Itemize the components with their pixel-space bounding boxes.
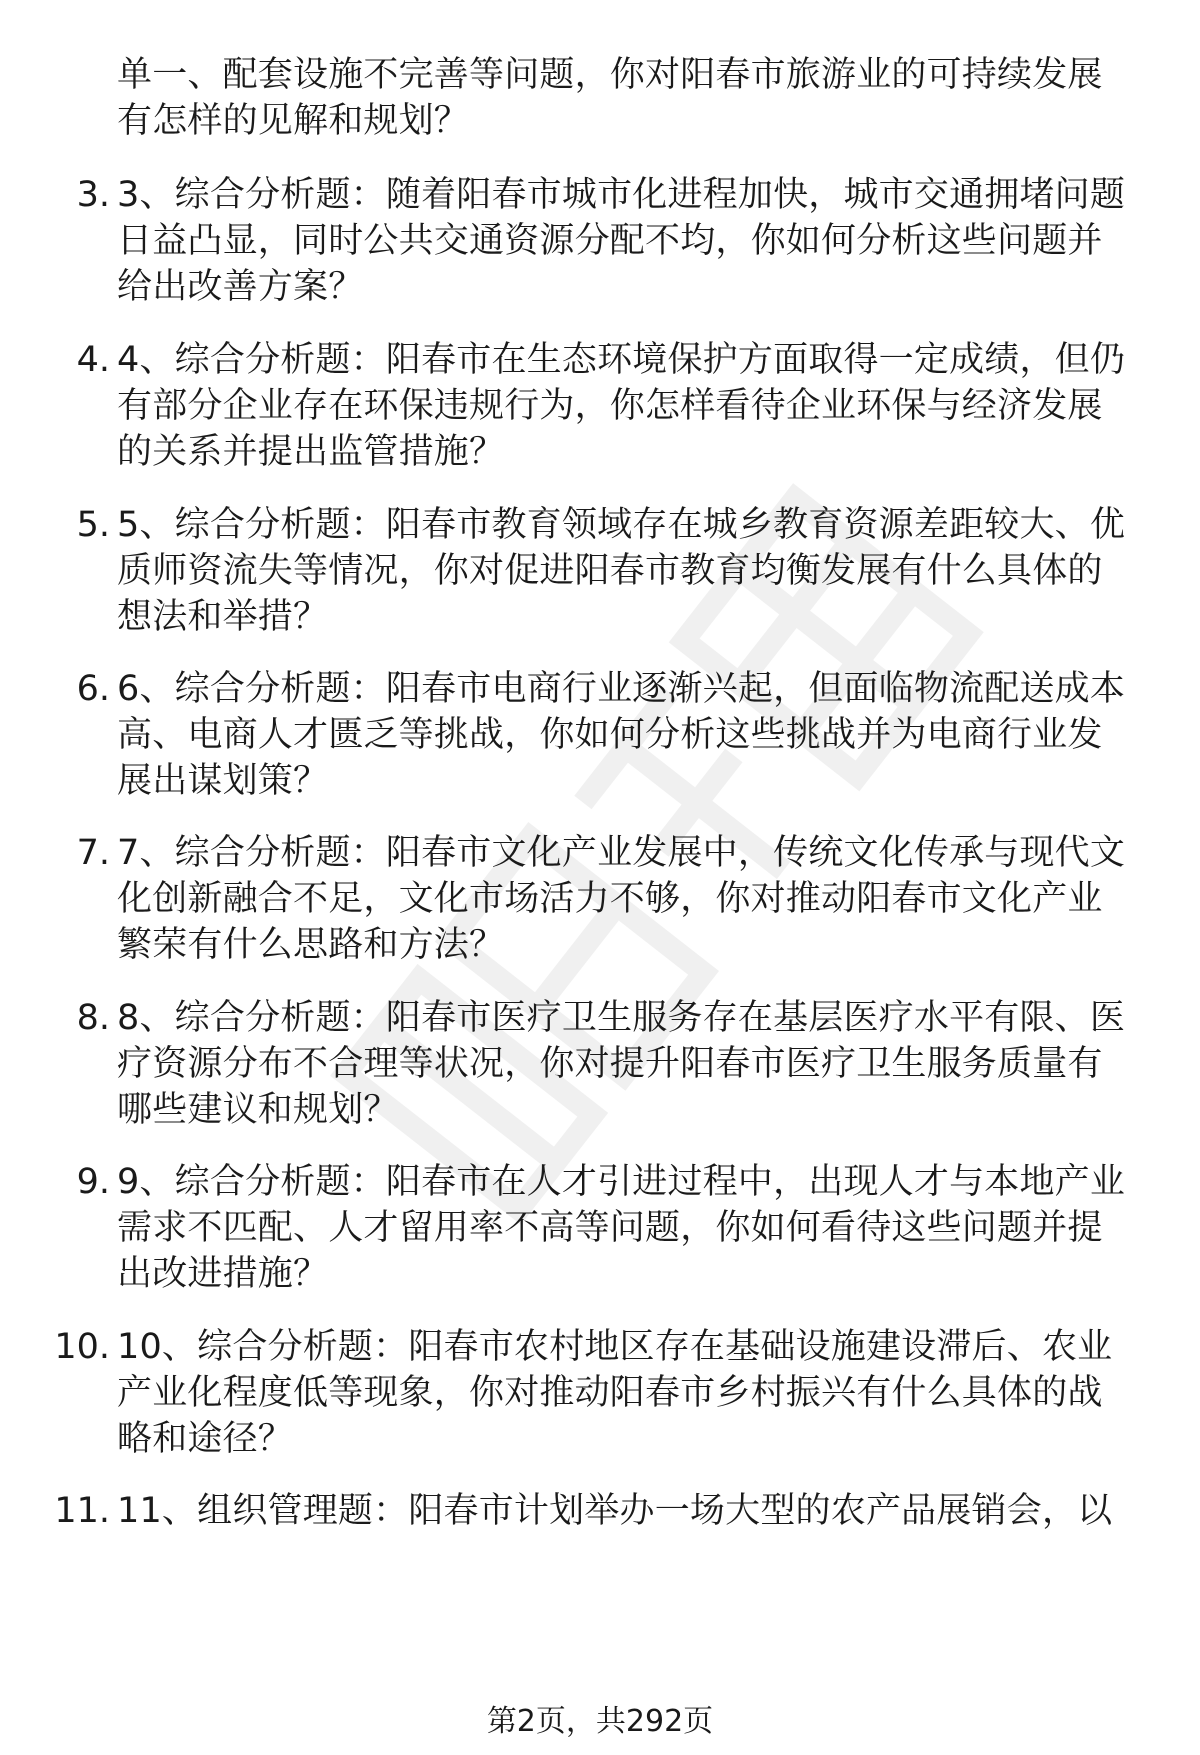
question-line: 哪些建议和规划？ [117,1090,399,1130]
question-line: 高、电商人才匮乏等挑战，你如何分析这些挑战并为电商行业发 [117,715,1103,755]
question-number: 8. [76,998,110,1038]
question-line: 想法和举措？ [117,597,329,637]
question-number: 9. [76,1162,110,1202]
continuation-line: 单一、配套设施不完善等问题，你对阳春市旅游业的可持续发展 [117,55,1103,95]
question-line: 3、综合分析题：随着阳春市城市化进程加快，城市交通拥堵问题 [117,175,1126,215]
question-line: 8、综合分析题：阳春市医疗卫生服务存在基层医疗水平有限、医 [117,998,1126,1038]
page-indicator: 第2页，共292页 [486,1704,714,1739]
question-line: 需求不匹配、人才留用率不高等问题，你如何看待这些问题并提 [117,1208,1103,1248]
question-line: 疗资源分布不合理等状况，你对提升阳春市医疗卫生服务质量有 [117,1044,1103,1084]
question-line: 出改进措施？ [117,1254,329,1294]
question-line: 6、综合分析题：阳春市电商行业逐渐兴起，但面临物流配送成本 [117,669,1126,709]
question-line: 质师资流失等情况，你对促进阳春市教育均衡发展有什么具体的 [117,551,1103,591]
question-number: 6. [76,669,110,709]
question-line: 的关系并提出监管措施？ [117,432,505,472]
question-number: 5. [76,505,110,545]
question-number: 11. [54,1491,110,1531]
question-line: 7、综合分析题：阳春市文化产业发展中，传统文化传承与现代文 [117,833,1126,873]
question-line: 5、综合分析题：阳春市教育领域存在城乡教育资源差距较大、优 [117,505,1126,545]
question-line: 略和途径？ [117,1419,294,1459]
question-number: 4. [76,340,110,380]
question-line: 有部分企业存在环保违规行为，你怎样看待企业环保与经济发展 [117,386,1103,426]
question-line: 化创新融合不足，文化市场活力不够，你对推动阳春市文化产业 [117,879,1103,919]
question-number: 10. [54,1327,110,1367]
question-line: 给出改善方案？ [117,267,364,307]
question-line: 9、综合分析题：阳春市在人才引进过程中，出现人才与本地产业 [117,1162,1126,1202]
question-line: 4、综合分析题：阳春市在生态环境保护方面取得一定成绩，但仍 [117,340,1126,380]
question-line: 10、综合分析题：阳春市农村地区存在基础设施建设滞后、农业 [117,1327,1113,1367]
question-line: 繁荣有什么思路和方法？ [117,925,505,965]
question-line: 展出谋划策？ [117,761,329,801]
continuation-line: 有怎样的见解和规划？ [117,101,470,141]
question-line: 日益凸显，同时公共交通资源分配不均，你如何分析这些问题并 [117,221,1103,261]
question-line: 11、组织管理题：阳春市计划举办一场大型的农产品展销会，以 [117,1491,1113,1531]
question-line: 产业化程度低等现象，你对推动阳春市乡村振兴有什么具体的战 [117,1373,1103,1413]
question-number: 7. [76,833,110,873]
question-number: 3. [76,175,110,215]
